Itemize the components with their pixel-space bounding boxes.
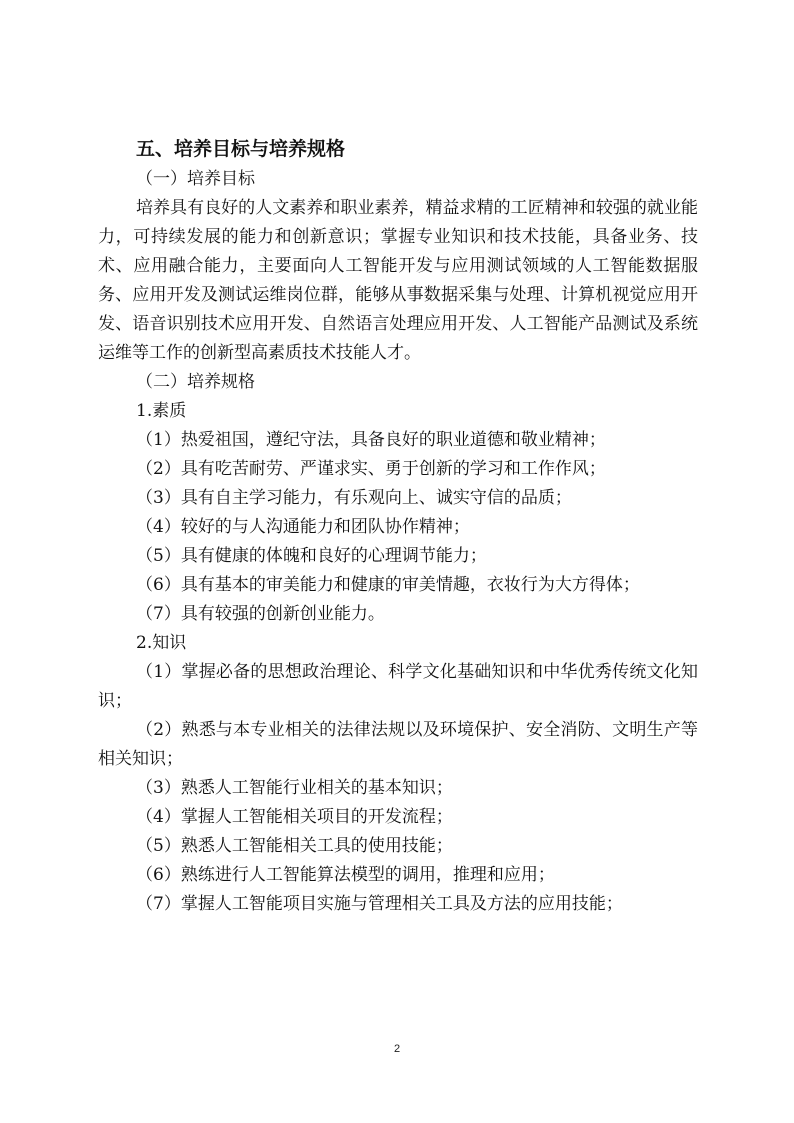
quality-item-7: （7）具有较强的创新创业能力。 <box>136 604 385 624</box>
knowledge-item-5: （5）熟悉人工智能相关工具的使用技能； <box>136 836 453 856</box>
knowledge-item-1: （1）掌握必备的思想政治理论、科学文化基础知识和中华优秀传统文化知识； <box>98 662 698 711</box>
knowledge-item-3: （3）熟悉人工智能行业相关的基本知识； <box>136 778 453 798</box>
knowledge-item-2: （2）熟悉与本专业相关的法律法规以及环境保护、安全消防、文明生产等相关知识； <box>98 720 698 769</box>
quality-item-2: （2）具有吃苦耐劳、严谨求实、勇于创新的学习和工作作风； <box>136 459 606 479</box>
quality-item-6: （6）具有基本的审美能力和健康的审美情趣，衣妆行为大方得体； <box>136 575 640 595</box>
quality-item-1: （1）热爱祖国，遵纪守法，具备良好的职业道德和敬业精神； <box>136 430 606 450</box>
goal-heading: （一）培养目标 <box>136 169 255 189</box>
quality-item-5: （5）具有健康的体魄和良好的心理调节能力； <box>136 546 487 566</box>
page-number: 2 <box>393 1043 401 1055</box>
knowledge-item-6: （6）熟练进行人工智能算法模型的调用，推理和应用； <box>136 865 555 885</box>
spec-heading: （二）培养规格 <box>136 372 255 392</box>
knowledge-heading: 2.知识 <box>136 633 187 653</box>
section-title: 五、培养目标与培养规格 <box>136 138 346 160</box>
knowledge-item-7: （7）掌握人工智能项目实施与管理相关工具及方法的应用技能； <box>136 894 623 914</box>
quality-heading: 1.素质 <box>136 401 187 421</box>
quality-item-4: （4）较好的与人沟通能力和团队协作精神； <box>136 517 470 537</box>
knowledge-item-4: （4）掌握人工智能相关项目的开发流程； <box>136 807 453 827</box>
document-body <box>98 133 698 919</box>
quality-item-3: （3）具有自主学习能力，有乐观向上、诚实守信的品质； <box>136 488 572 508</box>
goal-paragraph: 培养具有良好的人文素养和职业素养，精益求精的工匠精神和较强的就业能力，可持续发展的能力和创新意识；掌握专业知识和技术技能，具备业务、技术、应用融合能力，主要面向人工智能开发与应用测试领域的人工智能数据服务、应用开发及测试运维岗位群，能够从事数据采集与处理、计算机视觉应用开发、语音识别技术应用开发、自然语言处理应用开发、人工智能产品测试及系统运维等工作的创新型高素质技术技能人才。 <box>98 198 698 363</box>
